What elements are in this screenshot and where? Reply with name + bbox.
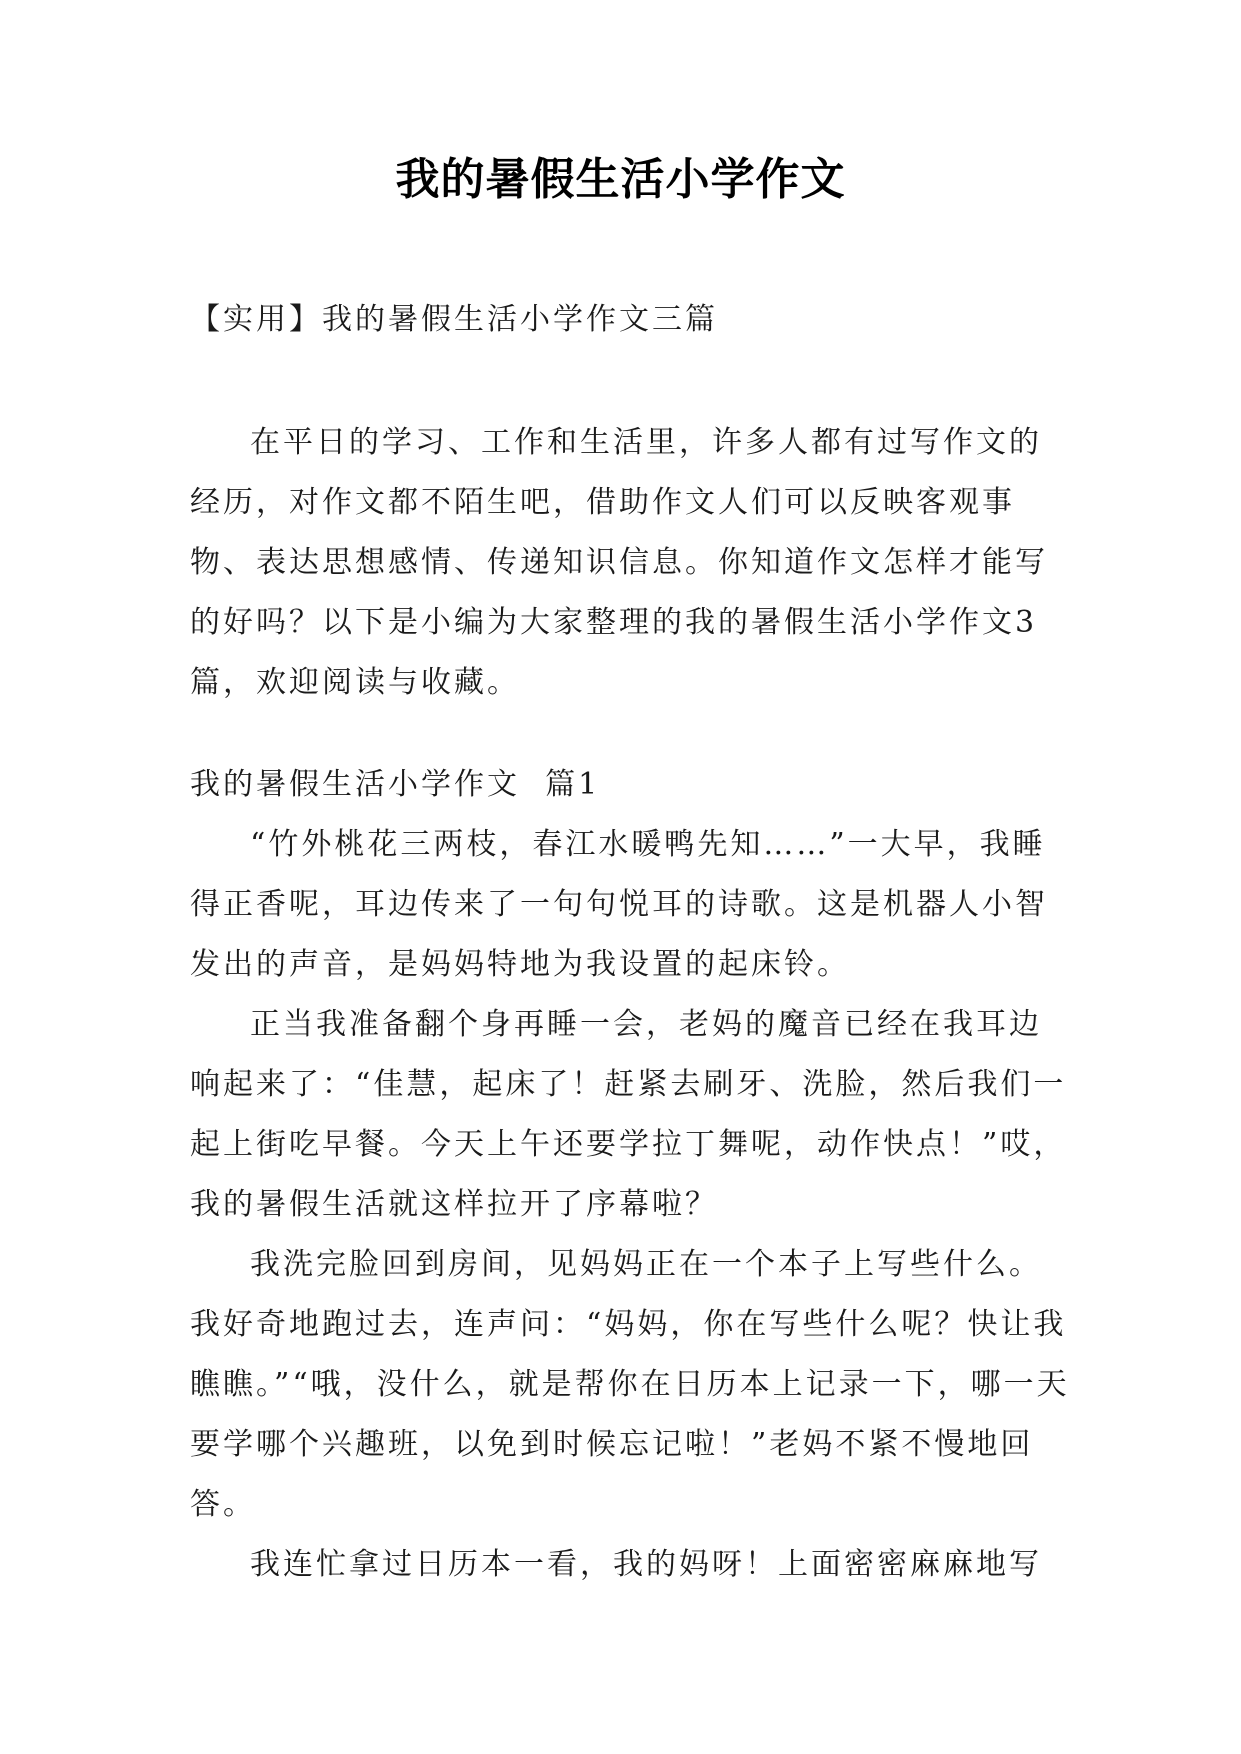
body-paragraph: 正当我准备翻个身再睡一会，老妈的魔音已经在我耳边响起来了：“佳慧，起床了！赶紧去刷牙、洗脸，然后我们一起上街吃早餐。今天上午还要学拉丁舞呢，动作快点！”哎，我的暑假生活就这样拉开了序幕啦？ [190,1007,1067,1222]
section-heading: 我的暑假生活小学作文 篇1 [190,767,601,802]
body-paragraph: 我洗完脸回到房间，见妈妈正在一个本子上写些什么。我好奇地跑过去，连声问：“妈妈，你在写些什么呢？快让我瞧瞧。”“哦，没什么，就是帮你在日历本上记录一下，哪一天要学哪个兴趣班，以免到时候忘记啦！”老妈不紧不慢地回答。 [190,1247,1070,1522]
body-paragraph: “竹外桃花三两枝，春江水暖鸭先知……”一大早，我睡得正香呢，耳边传来了一句句悦耳的诗歌。这是机器人小智发出的声音，是妈妈特地为我设置的起床铃。 [190,827,1048,982]
document-body [190,290,1070,1595]
intro-paragraph: 在平日的学习、工作和生活里，许多人都有过写作文的经历，对作文都不陌生吧，借助作文人们可以反映客观事物、表达思想感情、传递知识信息。你知道作文怎样才能写的好吗？以下是小编为大家整理的我的暑假生活小学作文3篇，欢迎阅读与收藏。 [190,425,1048,700]
document-title: 我的暑假生活小学作文 [395,154,846,205]
document-subtitle: 【实用】我的暑假生活小学作文三篇 [190,302,718,337]
body-paragraph: 我连忙拿过日历本一看，我的妈呀！上面密密麻麻地写 [250,1547,1042,1582]
